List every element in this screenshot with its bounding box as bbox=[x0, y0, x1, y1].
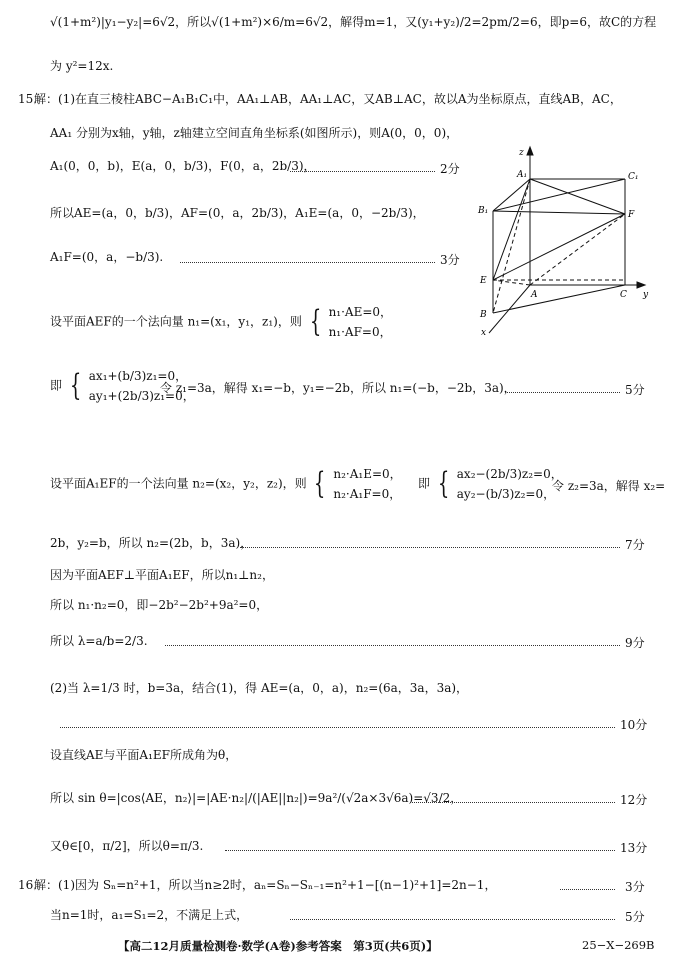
y-arrow bbox=[637, 282, 645, 288]
system-2-row-2: ay₁+(2b/3)z₁=0， bbox=[88, 389, 195, 403]
q15-angle bbox=[50, 747, 237, 763]
score-7: 7分 bbox=[625, 538, 645, 552]
score-5: 5分 bbox=[625, 383, 645, 397]
q15-intro-1 bbox=[34, 91, 622, 107]
q15-solve1-text: 令 z₁=3a，解得 x₁=−b，y₁=−2b，所以 n₁=(−b，−2b，3a)， bbox=[160, 381, 516, 395]
q15-angle-text: 设直线AE与平面A₁EF所成角为θ， bbox=[50, 748, 238, 762]
system-2-row-1: ax₁+(b/3)z₁=0， bbox=[88, 369, 188, 383]
label-y: y bbox=[643, 290, 649, 300]
label-e: E bbox=[480, 276, 487, 286]
top-line-1 bbox=[50, 14, 656, 30]
top-line-1-text: √(1+m²)|y₁−y₂|=6√2，所以√(1+m²)×6/m=6√2，解得m=1，又(y₁+y₂)/2=2pm/2=6，即p=6，故C的方程 bbox=[50, 15, 657, 29]
leader-5 bbox=[505, 392, 620, 393]
q16-line2 bbox=[50, 907, 248, 923]
q15-vectors-text: 所以AE=(a，0，b/3)，AF=(0，a，2b/3)，A₁E=(a，0，−2b/3)， bbox=[50, 206, 425, 220]
footer-title: 【高二12月质量检测卷·数学(A卷)参考答案 第3页(共6页)】 bbox=[118, 939, 438, 953]
q15-perp2-text: 所以 n₁·n₂=0，即−2b²−2b²+9a²=0， bbox=[50, 598, 269, 612]
q16-line1 bbox=[34, 877, 496, 893]
leader-13 bbox=[225, 850, 615, 851]
q15-solve2b-text: 2b，y₂=b，所以 n₂=(2b，b，3a)， bbox=[50, 536, 253, 550]
score-13: 13分 bbox=[620, 841, 648, 855]
q15-sin bbox=[50, 790, 462, 806]
q15-normal1 bbox=[50, 302, 392, 342]
label-z: z bbox=[519, 148, 524, 158]
q16-line1-text: 解：(1)因为 Sₙ=n²+1，所以当n≥2时，aₙ=Sₙ−Sₙ₋₁=n²+1−[(n−1)²+1]=2n−1， bbox=[34, 878, 497, 892]
q15-solve2b bbox=[50, 535, 252, 551]
q15-part2 bbox=[50, 680, 468, 696]
footer-code: 25−X−269B bbox=[582, 938, 655, 952]
system-3-row-1: n₂·A₁E=0， bbox=[333, 467, 402, 481]
brace-4: { bbox=[437, 466, 450, 501]
edge-a1-f bbox=[530, 179, 625, 214]
q15-a1f-text: A₁F=(0，a，−b/3). bbox=[50, 250, 164, 264]
ji-2: 即 bbox=[418, 476, 431, 491]
q15-intro-2 bbox=[50, 125, 458, 141]
q15-lambda-text: 所以 λ=a/b=2/3. bbox=[50, 634, 148, 648]
edge-e-f bbox=[493, 214, 625, 280]
q16-score-3: 3分 bbox=[625, 880, 645, 894]
label-f: F bbox=[628, 210, 635, 220]
q15-intro-2-text: AA₁ 分别为x轴，y轴，z轴建立空间直角坐标系(如图所示)，则A(0，0，0)， bbox=[50, 126, 459, 140]
brace-1: { bbox=[309, 304, 321, 339]
q15-perp1 bbox=[50, 567, 274, 583]
ji-1: 即 bbox=[50, 378, 63, 393]
q15-normal2 bbox=[50, 464, 402, 504]
brace-2: { bbox=[69, 368, 82, 403]
leader-q16-3 bbox=[560, 889, 615, 890]
q15-perp1-text: 因为平面AEF⊥平面A₁EF，所以n₁⊥n₂， bbox=[50, 568, 274, 582]
leader-12 bbox=[410, 802, 615, 803]
dashed-a-e bbox=[493, 280, 530, 285]
q15-part2-text: (2)当 λ=1/3 时，b=3a，结合(1)，得 AE=(a，0，a)，n₂=(6a，3a，3a)， bbox=[50, 681, 469, 695]
q15-coords bbox=[50, 158, 316, 174]
q16-line2-text: 当n=1时，a₁=S₁=2，不满足上式， bbox=[50, 908, 249, 922]
system-4-row-1: ax₂−(2b/3)z₂=0， bbox=[456, 467, 563, 481]
q15-solve2a bbox=[552, 478, 665, 494]
dashed-a-f bbox=[530, 214, 625, 285]
leader-q16-5 bbox=[290, 919, 615, 920]
dashed-a1-b bbox=[493, 179, 530, 313]
q15-range-text: 又θ∈[0，π/2]，所以θ=π/3. bbox=[50, 839, 204, 853]
system-1-row-1: n₁·AE=0， bbox=[328, 305, 393, 319]
top-line-2-text: 为 y²=12x. bbox=[50, 59, 114, 73]
label-c: C bbox=[620, 290, 627, 300]
q15-a1f bbox=[50, 249, 163, 265]
label-a: A bbox=[531, 290, 538, 300]
q15-sin-text: 所以 sin θ=|cos⟨AE，n₂⟩|=|AE·n₂|/(|AE||n₂|)=9a²/(√2a×3√6a)=√3/2， bbox=[50, 791, 463, 805]
leader-7 bbox=[240, 547, 620, 548]
edge-a1-e bbox=[493, 179, 530, 280]
q15-normal1-text: 设平面AEF的一个法向量 n₁=(x₁，y₁，z₁)，则 bbox=[50, 314, 302, 329]
leader-3 bbox=[180, 262, 435, 263]
system-3 bbox=[333, 464, 401, 504]
system-1 bbox=[329, 302, 392, 342]
q15-system4 bbox=[418, 464, 563, 504]
q16-number: 16. bbox=[18, 878, 38, 892]
q15-perp2 bbox=[50, 597, 268, 613]
score-2: 2分 bbox=[440, 162, 460, 176]
q16-score-5: 5分 bbox=[625, 910, 645, 924]
q15-solve1 bbox=[160, 380, 516, 396]
prism-figure bbox=[475, 145, 655, 335]
label-b1: B₁ bbox=[478, 206, 489, 216]
leader-9 bbox=[165, 645, 620, 646]
q15-range bbox=[50, 838, 203, 854]
q15-normal2-text: 设平面A₁EF的一个法向量 n₂=(x₂，y₂，z₂)，则 bbox=[50, 476, 307, 491]
label-c1: C₁ bbox=[628, 172, 639, 182]
z-arrow bbox=[527, 147, 533, 155]
system-1-row-2: n₁·AF=0， bbox=[328, 325, 392, 339]
system-4 bbox=[457, 464, 563, 504]
score-10: 10分 bbox=[620, 718, 648, 732]
score-9: 9分 bbox=[625, 636, 645, 650]
label-x: x bbox=[481, 328, 487, 335]
leader-10 bbox=[60, 727, 615, 728]
brace-3: { bbox=[314, 466, 326, 501]
label-b: B bbox=[480, 310, 487, 320]
score-12: 12分 bbox=[620, 793, 648, 807]
system-4-row-2: ay₂−(b/3)z₂=0， bbox=[456, 487, 556, 501]
edge-b1-f bbox=[493, 211, 625, 214]
edge-b-c bbox=[493, 285, 625, 313]
q15-lambda bbox=[50, 633, 148, 649]
leader-2 bbox=[290, 171, 435, 172]
system-3-row-2: n₂·A₁F=0， bbox=[333, 487, 402, 501]
top-line-2 bbox=[50, 58, 113, 74]
label-a1: A₁ bbox=[517, 170, 528, 180]
score-3: 3分 bbox=[440, 253, 460, 267]
q15-intro-1-text: 解：(1)在直三棱柱ABC−A₁B₁C₁中，AA₁⊥AB，AA₁⊥AC，又AB⊥AC，故以A为坐标原点，直线AB，AC， bbox=[34, 92, 622, 106]
q15-coords-text: A₁(0，0，b)，E(a，0，b/3)，F(0，a，2b/3)， bbox=[50, 159, 316, 173]
q15-vectors bbox=[50, 205, 425, 221]
q15-solve2a-text: 令 z₂=3a，解得 x₂= bbox=[552, 479, 666, 493]
q15-number: 15. bbox=[18, 92, 38, 106]
